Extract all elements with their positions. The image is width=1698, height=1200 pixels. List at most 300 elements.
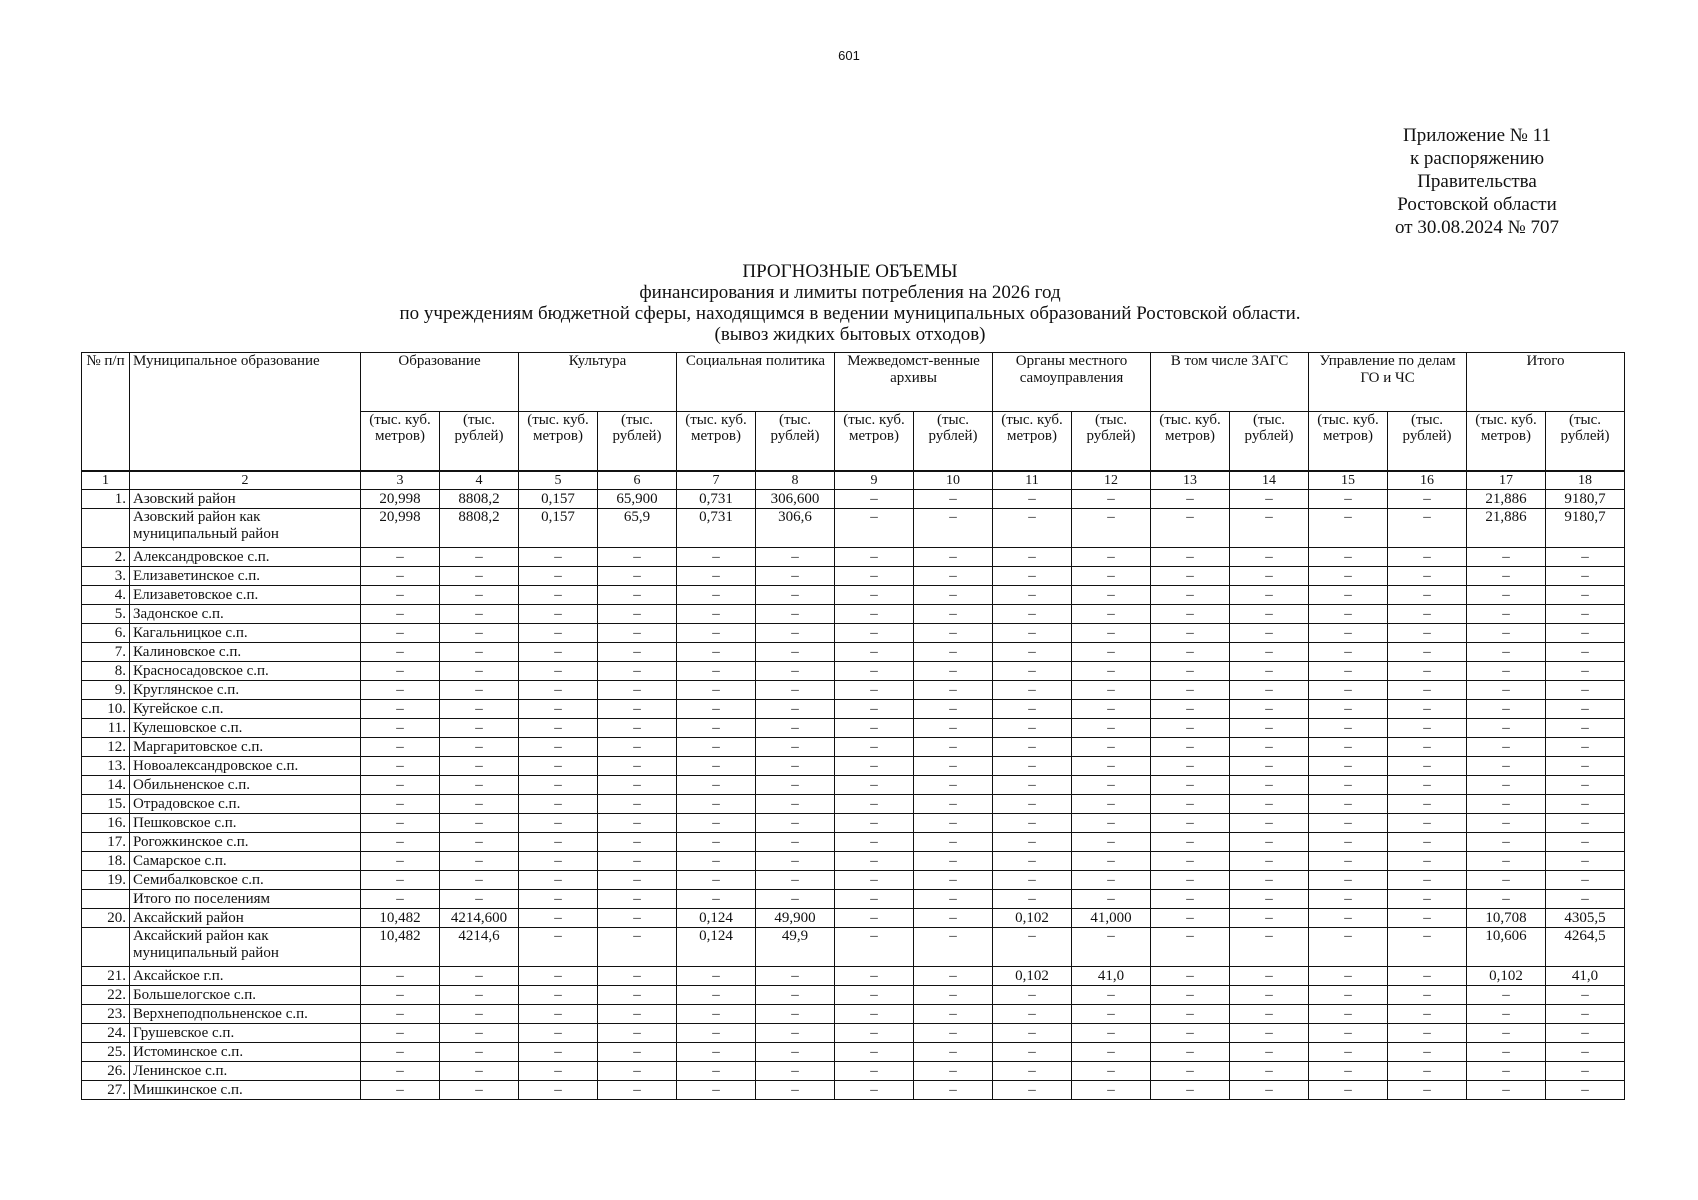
value-cell: –: [1230, 928, 1309, 967]
value-cell: –: [1309, 833, 1388, 852]
value-cell: –: [835, 757, 914, 776]
data-table: [81, 352, 1625, 1100]
page-number: 601: [838, 48, 860, 63]
table-row: [82, 833, 1625, 852]
value-cell: –: [1467, 852, 1546, 871]
row-number: 13.: [82, 757, 130, 776]
value-cell: –: [677, 719, 756, 738]
value-cell: –: [1230, 605, 1309, 624]
value-cell: –: [1151, 567, 1230, 586]
value-cell: –: [914, 795, 993, 814]
value-cell: –: [993, 928, 1072, 967]
value-cell: –: [1467, 681, 1546, 700]
unit-money-label: (тыс. рублей): [598, 412, 677, 472]
value-cell: –: [756, 643, 835, 662]
value-cell: –: [519, 1024, 598, 1043]
value-cell: –: [1388, 662, 1467, 681]
value-cell: –: [440, 700, 519, 719]
value-cell: –: [361, 567, 440, 586]
value-cell: –: [835, 509, 914, 548]
value-cell: –: [361, 719, 440, 738]
value-cell: –: [1072, 814, 1151, 833]
value-cell: –: [361, 738, 440, 757]
value-cell: –: [993, 605, 1072, 624]
value-cell: –: [1072, 624, 1151, 643]
unit-volume-label: (тыс. куб. метров): [993, 412, 1072, 472]
value-cell: –: [1467, 700, 1546, 719]
value-cell: –: [1309, 586, 1388, 605]
value-cell: –: [1309, 967, 1388, 986]
value-cell: –: [1309, 795, 1388, 814]
row-number: 5.: [82, 605, 130, 624]
value-cell: –: [1309, 1043, 1388, 1062]
value-cell: –: [1546, 890, 1625, 909]
row-number: 22.: [82, 986, 130, 1005]
header-group: Культура: [519, 353, 677, 412]
value-cell: –: [1230, 852, 1309, 871]
value-cell: –: [1151, 852, 1230, 871]
value-cell: –: [1230, 643, 1309, 662]
value-cell: –: [835, 909, 914, 928]
value-cell: –: [993, 986, 1072, 1005]
column-number: 9: [835, 471, 914, 490]
value-cell: –: [993, 567, 1072, 586]
value-cell: –: [1467, 871, 1546, 890]
value-cell: –: [914, 681, 993, 700]
unit-volume-label: (тыс. куб. метров): [1309, 412, 1388, 472]
value-cell: –: [1309, 776, 1388, 795]
value-cell: –: [361, 890, 440, 909]
municipality-name: Круглянское с.п.: [130, 681, 361, 700]
value-cell: –: [993, 795, 1072, 814]
municipality-name: Кулешовское с.п.: [130, 719, 361, 738]
municipality-name: Азовский район: [130, 490, 361, 509]
value-cell: 8808,2: [440, 509, 519, 548]
municipality-name: Александровское с.п.: [130, 548, 361, 567]
value-cell: –: [1230, 909, 1309, 928]
value-cell: 306,6: [756, 509, 835, 548]
value-cell: –: [914, 776, 993, 795]
table-row: [82, 814, 1625, 833]
value-cell: –: [1072, 719, 1151, 738]
value-cell: –: [1388, 624, 1467, 643]
value-cell: –: [1467, 586, 1546, 605]
value-cell: –: [1388, 871, 1467, 890]
value-cell: –: [756, 1005, 835, 1024]
value-cell: –: [1072, 490, 1151, 509]
value-cell: –: [1151, 795, 1230, 814]
value-cell: –: [1546, 986, 1625, 1005]
value-cell: –: [1151, 890, 1230, 909]
unit-money-label: (тыс. рублей): [756, 412, 835, 472]
value-cell: –: [914, 490, 993, 509]
value-cell: –: [756, 605, 835, 624]
value-cell: –: [914, 1005, 993, 1024]
value-cell: –: [1230, 757, 1309, 776]
value-cell: –: [1072, 548, 1151, 567]
value-cell: –: [993, 1043, 1072, 1062]
value-cell: 20,998: [361, 490, 440, 509]
value-cell: –: [914, 643, 993, 662]
municipality-name: Семибалковское с.п.: [130, 871, 361, 890]
value-cell: –: [1151, 643, 1230, 662]
value-cell: –: [598, 757, 677, 776]
value-cell: –: [1072, 738, 1151, 757]
header-group: Межведомст-венные архивы: [835, 353, 993, 412]
value-cell: –: [835, 795, 914, 814]
value-cell: –: [835, 814, 914, 833]
municipality-name: Маргаритовское с.п.: [130, 738, 361, 757]
value-cell: –: [993, 1081, 1072, 1100]
value-cell: –: [993, 833, 1072, 852]
value-cell: –: [1072, 1005, 1151, 1024]
table-row: [82, 719, 1625, 738]
value-cell: –: [361, 871, 440, 890]
value-cell: –: [1388, 548, 1467, 567]
value-cell: 8808,2: [440, 490, 519, 509]
value-cell: –: [361, 662, 440, 681]
municipality-name: Аксайский район: [130, 909, 361, 928]
value-cell: –: [361, 814, 440, 833]
value-cell: –: [1151, 928, 1230, 967]
value-cell: –: [361, 1081, 440, 1100]
value-cell: –: [1388, 757, 1467, 776]
value-cell: 20,998: [361, 509, 440, 548]
row-number: 11.: [82, 719, 130, 738]
value-cell: –: [1072, 509, 1151, 548]
value-cell: –: [756, 833, 835, 852]
value-cell: –: [1467, 1043, 1546, 1062]
value-cell: –: [1467, 624, 1546, 643]
value-cell: –: [1309, 852, 1388, 871]
value-cell: –: [1151, 833, 1230, 852]
row-number: 21.: [82, 967, 130, 986]
municipality-name: Верхнеподпольненское с.п.: [130, 1005, 361, 1024]
column-number: 14: [1230, 471, 1309, 490]
row-number: 6.: [82, 624, 130, 643]
value-cell: –: [361, 795, 440, 814]
value-cell: 0,124: [677, 928, 756, 967]
value-cell: –: [1388, 928, 1467, 967]
value-cell: –: [756, 548, 835, 567]
value-cell: –: [598, 795, 677, 814]
value-cell: –: [361, 757, 440, 776]
value-cell: –: [993, 814, 1072, 833]
value-cell: –: [993, 871, 1072, 890]
value-cell: –: [1309, 624, 1388, 643]
value-cell: 41,000: [1072, 909, 1151, 928]
value-cell: –: [1151, 509, 1230, 548]
table-row: [82, 871, 1625, 890]
value-cell: –: [1151, 719, 1230, 738]
value-cell: –: [1151, 605, 1230, 624]
table-row: [82, 928, 1625, 967]
value-cell: –: [1309, 1005, 1388, 1024]
value-cell: –: [1388, 1062, 1467, 1081]
value-cell: 41,0: [1072, 967, 1151, 986]
value-cell: –: [598, 624, 677, 643]
value-cell: –: [914, 586, 993, 605]
municipality-name: Истоминское с.п.: [130, 1043, 361, 1062]
value-cell: –: [1546, 1043, 1625, 1062]
value-cell: –: [598, 1005, 677, 1024]
value-cell: –: [1072, 852, 1151, 871]
value-cell: –: [519, 833, 598, 852]
value-cell: 49,9: [756, 928, 835, 967]
value-cell: –: [519, 852, 598, 871]
value-cell: –: [993, 852, 1072, 871]
header-group: В том числе ЗАГС: [1151, 353, 1309, 412]
value-cell: –: [440, 795, 519, 814]
value-cell: –: [993, 1024, 1072, 1043]
value-cell: –: [1151, 700, 1230, 719]
table-row: [82, 1062, 1625, 1081]
value-cell: –: [1230, 586, 1309, 605]
row-number: 2.: [82, 548, 130, 567]
value-cell: –: [1230, 986, 1309, 1005]
value-cell: –: [1388, 890, 1467, 909]
value-cell: –: [1230, 1062, 1309, 1081]
value-cell: –: [756, 586, 835, 605]
value-cell: –: [835, 1043, 914, 1062]
value-cell: –: [1388, 986, 1467, 1005]
row-number: 19.: [82, 871, 130, 890]
value-cell: –: [440, 1005, 519, 1024]
unit-volume-label: (тыс. куб. метров): [1467, 412, 1546, 472]
value-cell: –: [1230, 662, 1309, 681]
value-cell: –: [756, 1043, 835, 1062]
value-cell: –: [1230, 567, 1309, 586]
value-cell: –: [1309, 643, 1388, 662]
value-cell: –: [914, 833, 993, 852]
value-cell: –: [361, 586, 440, 605]
value-cell: –: [519, 1043, 598, 1062]
value-cell: –: [677, 1081, 756, 1100]
value-cell: –: [677, 567, 756, 586]
value-cell: –: [1467, 1081, 1546, 1100]
value-cell: –: [598, 909, 677, 928]
value-cell: –: [914, 719, 993, 738]
table-row: [82, 1005, 1625, 1024]
value-cell: –: [993, 490, 1072, 509]
value-cell: –: [1388, 833, 1467, 852]
value-cell: 0,102: [993, 967, 1072, 986]
table-row: [82, 1024, 1625, 1043]
value-cell: –: [519, 719, 598, 738]
value-cell: –: [1467, 719, 1546, 738]
value-cell: –: [835, 986, 914, 1005]
table-row: [82, 738, 1625, 757]
value-cell: –: [835, 548, 914, 567]
value-cell: –: [1546, 643, 1625, 662]
table-row: [82, 643, 1625, 662]
value-cell: –: [993, 776, 1072, 795]
value-cell: –: [914, 548, 993, 567]
value-cell: –: [677, 548, 756, 567]
table-row: [82, 909, 1625, 928]
value-cell: –: [1388, 795, 1467, 814]
value-cell: –: [914, 1043, 993, 1062]
value-cell: –: [1309, 662, 1388, 681]
value-cell: –: [1546, 586, 1625, 605]
unit-money-label: (тыс. рублей): [914, 412, 993, 472]
value-cell: –: [1151, 1081, 1230, 1100]
value-cell: 10,708: [1467, 909, 1546, 928]
value-cell: –: [1467, 1005, 1546, 1024]
value-cell: –: [1072, 1043, 1151, 1062]
value-cell: –: [1546, 605, 1625, 624]
table-row: [82, 700, 1625, 719]
value-cell: –: [1546, 738, 1625, 757]
table-row: [82, 509, 1625, 548]
row-number: 3.: [82, 567, 130, 586]
value-cell: –: [677, 681, 756, 700]
value-cell: –: [914, 567, 993, 586]
row-number: 20.: [82, 909, 130, 928]
table-row: [82, 967, 1625, 986]
municipality-name: Аксайское г.п.: [130, 967, 361, 986]
value-cell: –: [598, 871, 677, 890]
table-row: [82, 1043, 1625, 1062]
value-cell: –: [1072, 700, 1151, 719]
value-cell: –: [1230, 871, 1309, 890]
row-number: 8.: [82, 662, 130, 681]
value-cell: –: [677, 700, 756, 719]
value-cell: 9180,7: [1546, 490, 1625, 509]
value-cell: –: [1546, 1081, 1625, 1100]
value-cell: –: [1151, 1062, 1230, 1081]
value-cell: 10,606: [1467, 928, 1546, 967]
value-cell: –: [1546, 852, 1625, 871]
value-cell: –: [440, 681, 519, 700]
table-row: [82, 986, 1625, 1005]
column-number: 12: [1072, 471, 1151, 490]
value-cell: –: [1546, 567, 1625, 586]
value-cell: –: [519, 662, 598, 681]
value-cell: –: [1546, 1062, 1625, 1081]
value-cell: –: [1072, 833, 1151, 852]
value-cell: –: [519, 928, 598, 967]
value-cell: 9180,7: [1546, 509, 1625, 548]
value-cell: –: [914, 986, 993, 1005]
value-cell: –: [1151, 662, 1230, 681]
value-cell: –: [835, 1024, 914, 1043]
municipality-name: Мишкинское с.п.: [130, 1081, 361, 1100]
value-cell: –: [835, 928, 914, 967]
value-cell: –: [519, 738, 598, 757]
value-cell: –: [677, 871, 756, 890]
value-cell: –: [361, 833, 440, 852]
value-cell: –: [756, 814, 835, 833]
value-cell: –: [361, 700, 440, 719]
column-number: 5: [519, 471, 598, 490]
value-cell: –: [519, 1005, 598, 1024]
value-cell: –: [598, 890, 677, 909]
table-row: [82, 852, 1625, 871]
value-cell: –: [1309, 890, 1388, 909]
value-cell: –: [1230, 700, 1309, 719]
appendix-line: Приложение № 11: [1403, 125, 1551, 146]
title-line: по учреждениям бюджетной сферы, находящимся в ведении муниципальных образований Ростовской области.: [399, 303, 1301, 324]
municipality-name: Новоалександровское с.п.: [130, 757, 361, 776]
value-cell: –: [1309, 490, 1388, 509]
value-cell: 0,731: [677, 490, 756, 509]
title-line: финансирования и лимиты потребления на 2026 год: [639, 282, 1061, 303]
value-cell: 21,886: [1467, 509, 1546, 548]
value-cell: –: [440, 776, 519, 795]
value-cell: –: [1230, 795, 1309, 814]
value-cell: 0,731: [677, 509, 756, 548]
value-cell: –: [1467, 662, 1546, 681]
unit-money-label: (тыс. рублей): [1388, 412, 1467, 472]
value-cell: –: [993, 1005, 1072, 1024]
value-cell: –: [914, 814, 993, 833]
value-cell: –: [677, 1043, 756, 1062]
column-number: 3: [361, 471, 440, 490]
value-cell: –: [1388, 776, 1467, 795]
unit-volume-label: (тыс. куб. метров): [361, 412, 440, 472]
row-number: 23.: [82, 1005, 130, 1024]
row-number: 16.: [82, 814, 130, 833]
value-cell: –: [519, 757, 598, 776]
value-cell: –: [1230, 548, 1309, 567]
value-cell: –: [598, 1024, 677, 1043]
table-row: [82, 1081, 1625, 1100]
header-group: Социальная политика: [677, 353, 835, 412]
value-cell: –: [1309, 738, 1388, 757]
value-cell: –: [1151, 757, 1230, 776]
value-cell: –: [440, 1043, 519, 1062]
value-cell: –: [756, 871, 835, 890]
value-cell: –: [993, 662, 1072, 681]
value-cell: –: [598, 662, 677, 681]
value-cell: –: [835, 871, 914, 890]
value-cell: –: [598, 643, 677, 662]
value-cell: –: [1230, 814, 1309, 833]
appendix-block: [1360, 124, 1594, 239]
value-cell: –: [914, 757, 993, 776]
value-cell: –: [1072, 681, 1151, 700]
value-cell: –: [1309, 548, 1388, 567]
row-number: 15.: [82, 795, 130, 814]
value-cell: –: [1467, 890, 1546, 909]
table-row: [82, 795, 1625, 814]
value-cell: –: [677, 1005, 756, 1024]
value-cell: –: [835, 643, 914, 662]
value-cell: –: [1072, 643, 1151, 662]
value-cell: –: [598, 814, 677, 833]
value-cell: –: [1388, 490, 1467, 509]
value-cell: –: [756, 795, 835, 814]
value-cell: –: [914, 738, 993, 757]
value-cell: –: [1230, 1024, 1309, 1043]
unit-money-label: (тыс. рублей): [440, 412, 519, 472]
value-cell: –: [1546, 1005, 1625, 1024]
value-cell: –: [1072, 871, 1151, 890]
value-cell: –: [1467, 814, 1546, 833]
value-cell: –: [598, 986, 677, 1005]
value-cell: –: [756, 567, 835, 586]
value-cell: –: [440, 662, 519, 681]
value-cell: –: [1230, 1043, 1309, 1062]
value-cell: –: [1151, 490, 1230, 509]
value-cell: –: [361, 605, 440, 624]
document-title: [80, 261, 1620, 345]
value-cell: –: [440, 757, 519, 776]
municipality-name: Калиновское с.п.: [130, 643, 361, 662]
value-cell: 65,9: [598, 509, 677, 548]
value-cell: –: [1151, 681, 1230, 700]
